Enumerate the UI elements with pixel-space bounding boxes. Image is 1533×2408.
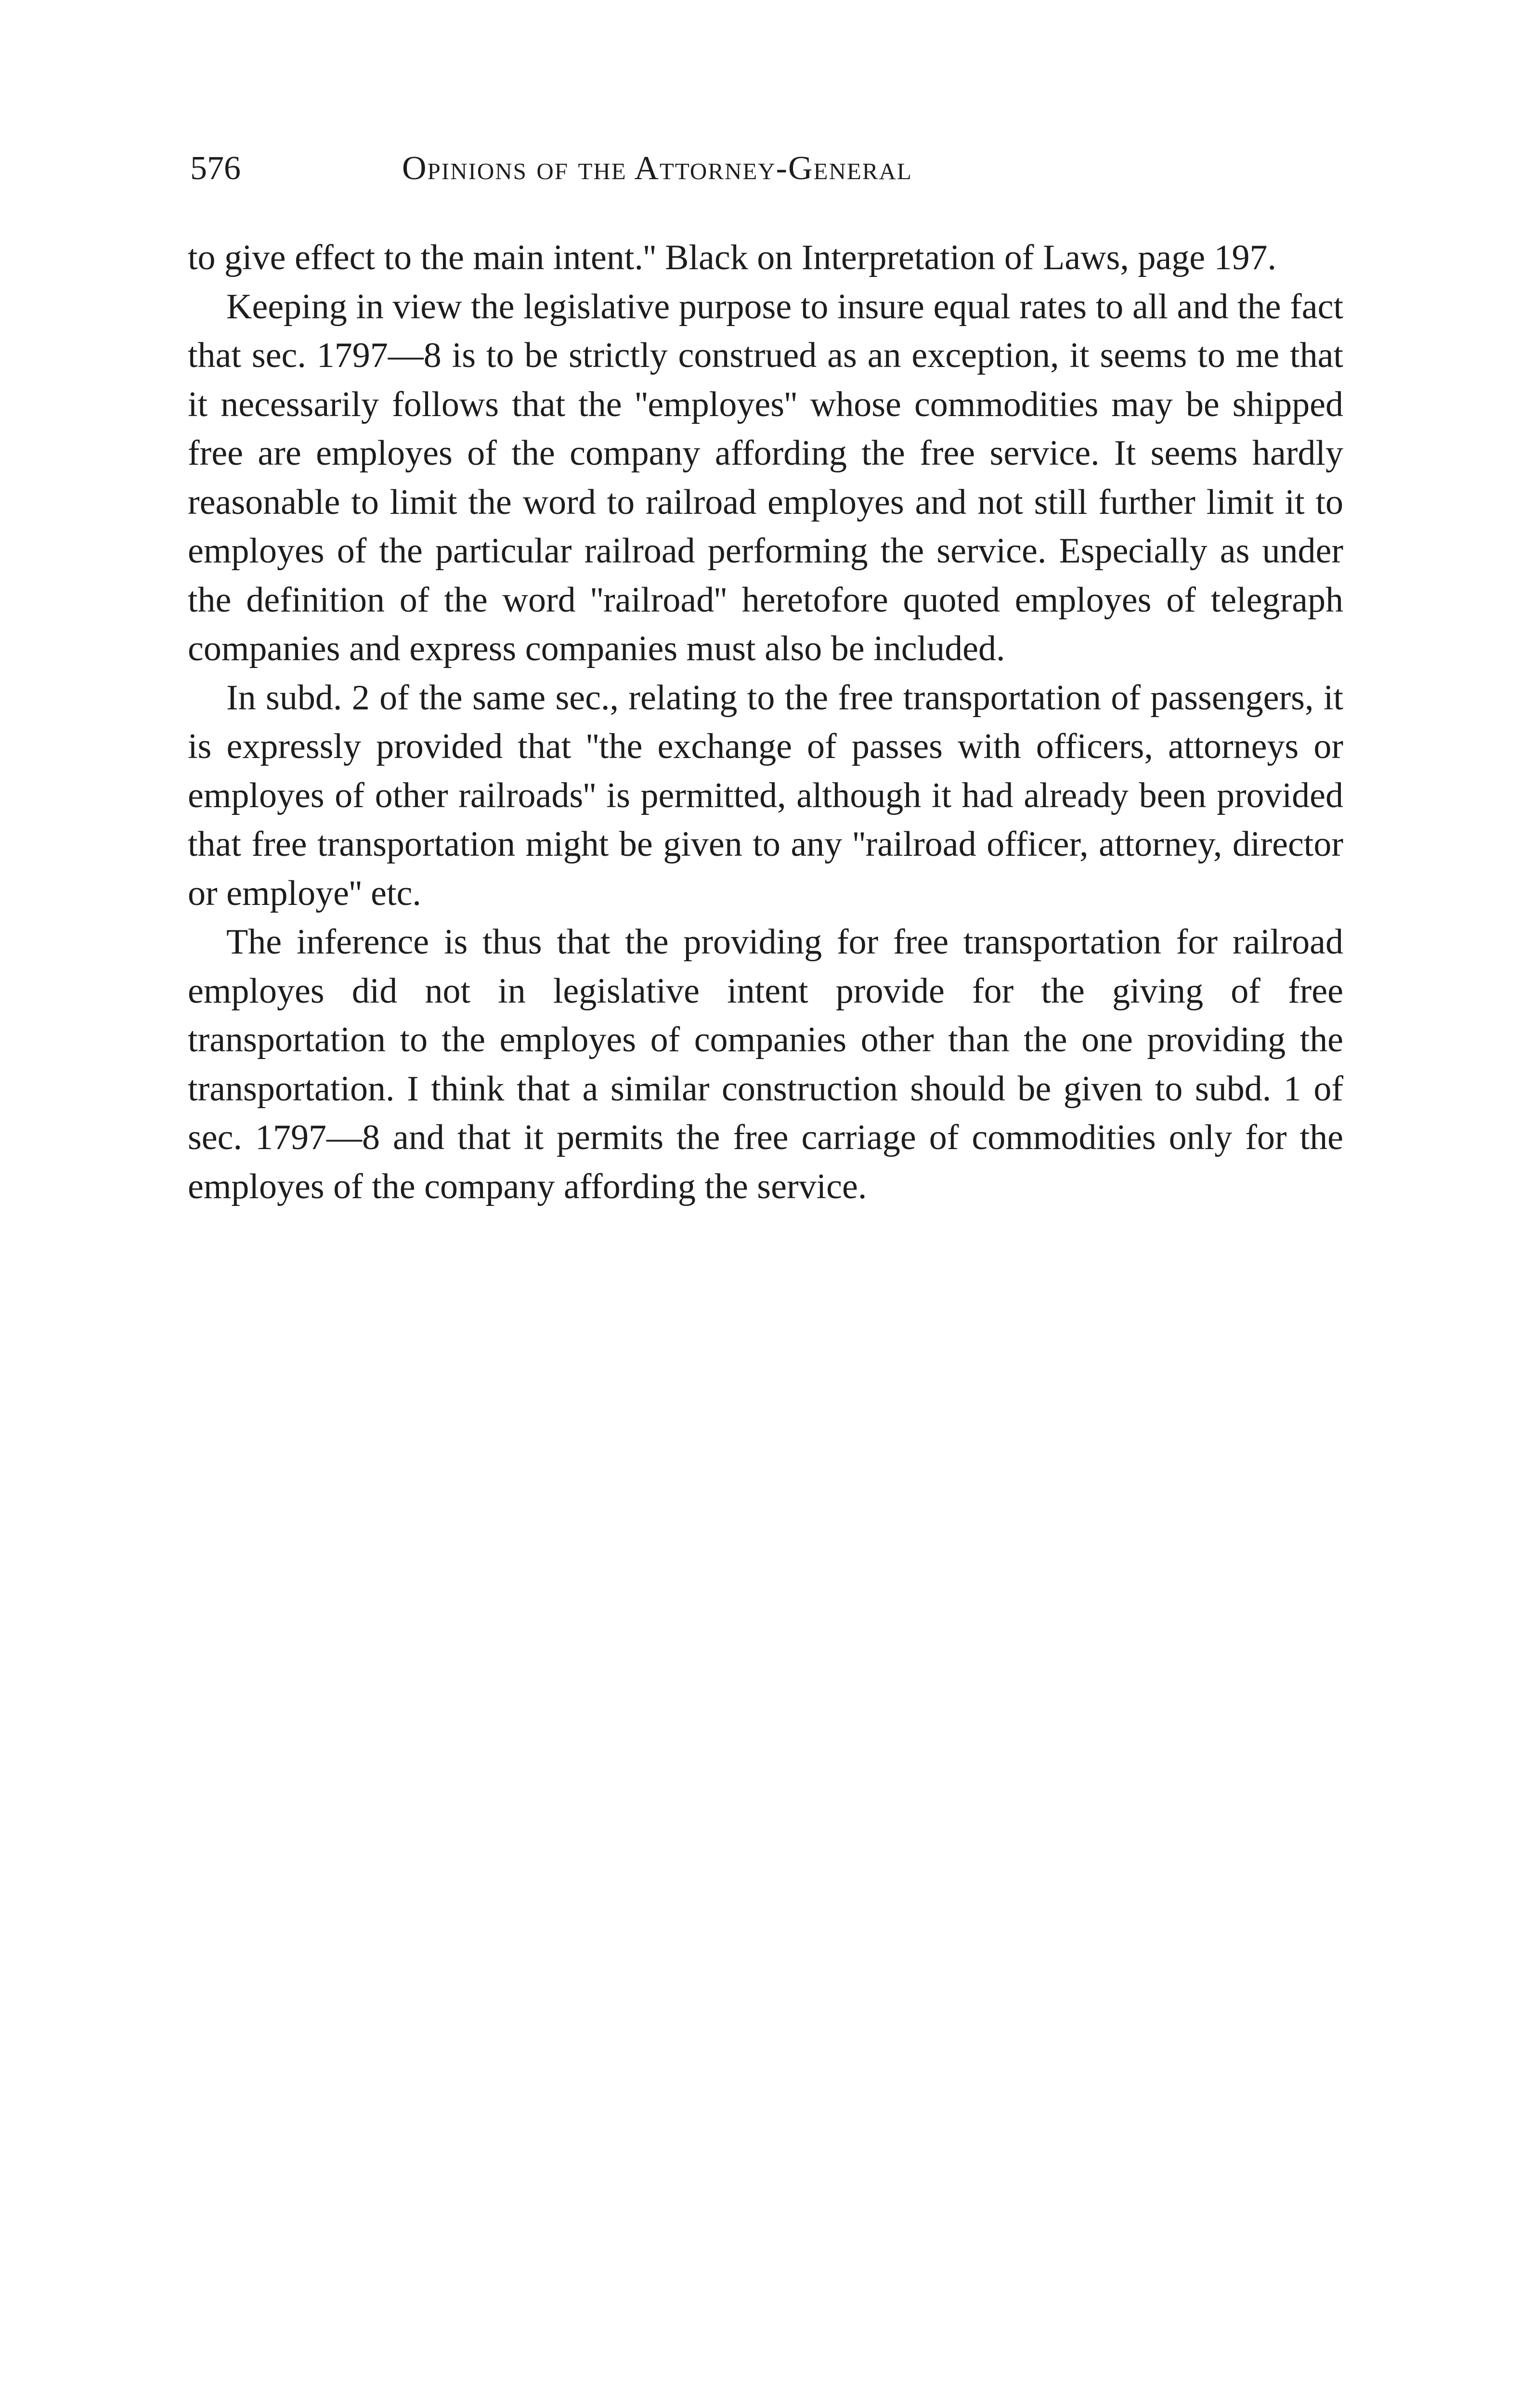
paragraph-continuation: to give effect to the main intent.'' Black on Interpretation of Laws, page 197. [188,238,1277,277]
paragraph-inference: The inference is thus that the providing for free transportation for railroad employes did not in legislative intent provide for the giving of free transportation to the employes of companies other than the one providing the transportation. I think that a similar construction should be given to subd. 1 of sec. 1797—8 and that it permits the free carriage of commodities only for the employes of the company affording the service. [188,922,1343,1206]
running-title: Opinions of the Attorney-General [402,150,912,187]
paragraph-legislative-purpose: Keeping in view the legislative purpose to insure equal rates to all and the fact that sec. 1797—8 is to be strictly construed as an exception, it seems to me that it necessarily follows that the ''employes'' whose commodities may be shipped free are employes of the company affording the free service. It seems hardly reasonable to limit the word to railroad employes and not still further limit it to employes of the particular railroad performing the service. Especially as under the definition of the word ''railroad'' heretofore quoted employes of telegraph companies and express companies must also be included. [188,287,1343,668]
paragraph-subdivision-two: In subd. 2 of the same sec., relating to the free transportation of passengers, it is expressly provided that ''the exchange of passes with officers, attorneys or employes of other railroads'' is permitted, although it had already been provided that free transportation might be given to any ''railroad officer, attorney, director or employe'' etc. [188,678,1343,913]
body-text [188,234,1343,1211]
running-head [190,144,1317,193]
page-number: 576 [190,150,241,187]
